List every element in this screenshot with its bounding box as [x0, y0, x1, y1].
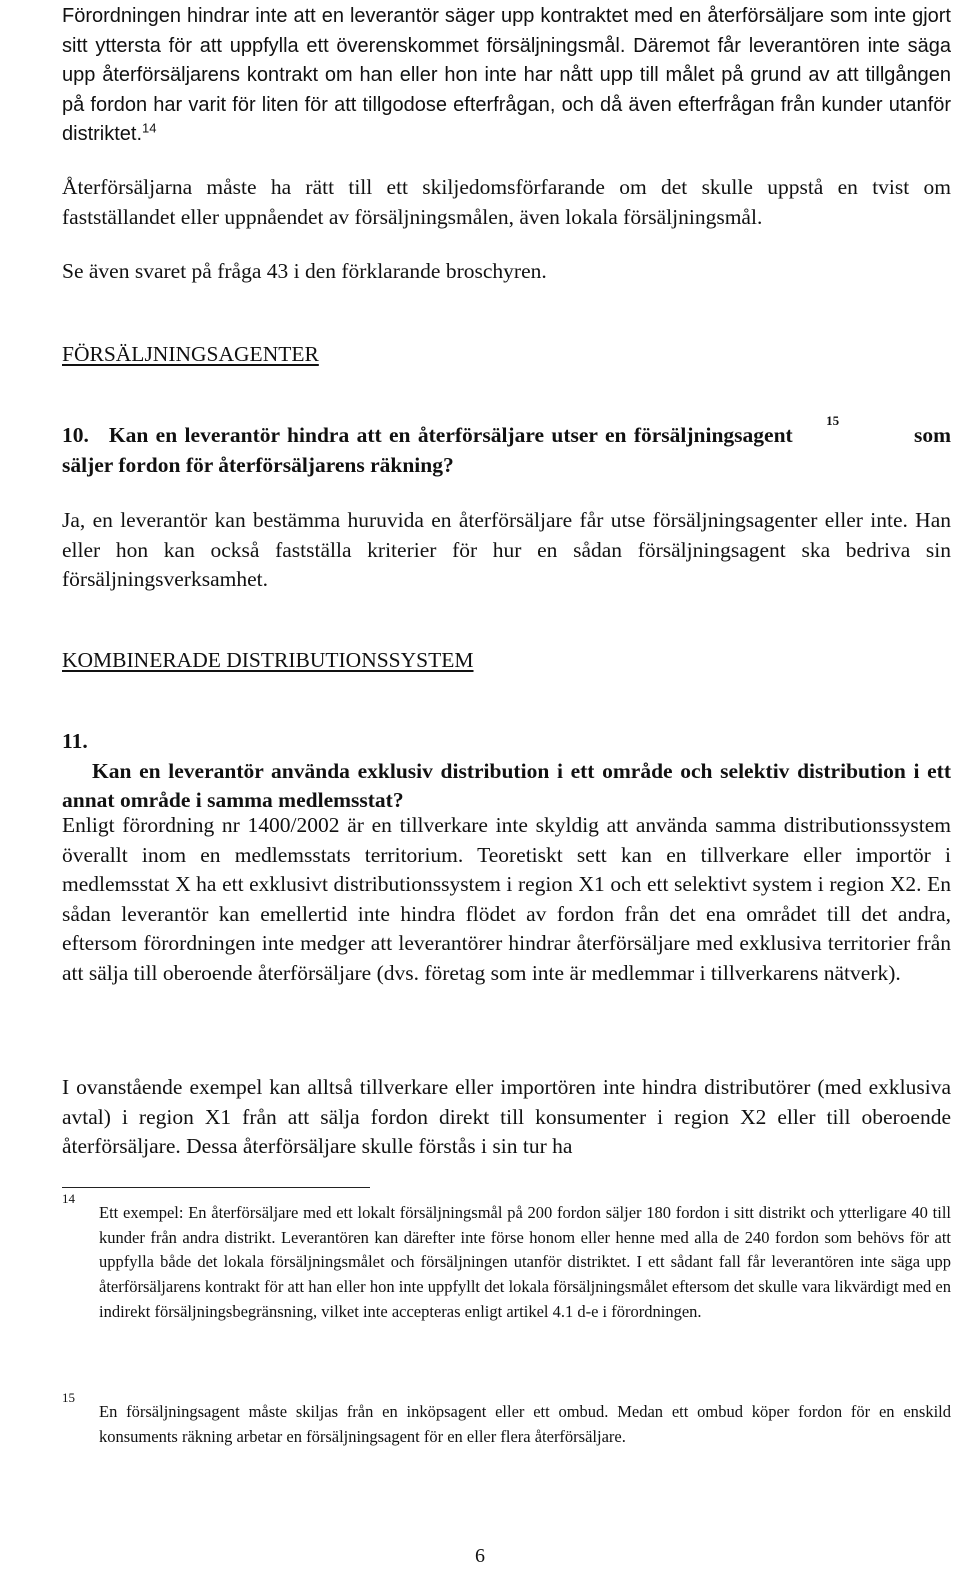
footnote-text: Ett exempel: En återförsäljare med ett lokalt försäljningsmål på 200 fordon säljer 180 fordon i sitt distrikt och ytterligare 40 till kunder från andra distrikt. Leverantören kan därefter inte förse honom eller henne med alla de 240 fordon som behövs för att uppfylla både det lokala försäljningsmålet och försäljningen utanför distriktet. I ett sådant fall får leverantören inte säga upp återförsäljarens kontrakt för att han eller hon inte uppfyllt det lokala försäljningsmålet eftersom det skulle vara likvärdigt med en indirekt försäljningsbegränsning, vilket inte accepteras enligt artikel 4.1 d-e i förordningen.: [99, 1203, 951, 1321]
footnote-number: 14: [62, 1191, 75, 1206]
footnote-15: [62, 1390, 951, 1449]
paragraph-see-also: Se även svaret på fråga 43 i den förklarande broschyren.: [62, 259, 547, 283]
section-heading-combined-distribution: KOMBINERADE DISTRIBUTIONSSYSTEM: [62, 648, 474, 672]
paragraph-arbitration: Återförsäljarna måste ha rätt till ett skiljedomsförfarande om det skulle uppstå en tvist om fastställandet eller uppnåendet av försäljningsmålen, även lokala försäljningsmål.: [62, 175, 951, 229]
footnote-separator: [62, 1187, 370, 1188]
section-heading-sales-agents: FÖRSÄLJNINGSAGENTER: [62, 342, 319, 366]
footnote-ref-14[interactable]: 14: [142, 120, 157, 136]
question-10-number: 10.: [62, 423, 89, 447]
page-number: 6: [475, 1545, 485, 1567]
question-10-som: som: [913, 423, 951, 447]
answer-10: Ja, en leverantör kan bestämma huruvida en återförsäljare får utse försäljningsagenter eller inte. Han eller hon kan också fastställa kriterier för hur en sådan försäljningsagent ska bedriva sin försäljningsverksamhet.: [62, 508, 951, 592]
question-10-line2: säljer fordon för återförsäljarens räkning?: [62, 452, 454, 477]
paragraph-sales-target-termination: Förordningen hindrar inte att en leverantör säger upp kontraktet med en återförsäljare som inte gjort sitt yttersta för att uppfylla ett överenskommet försäljningsmål. Däremot får leverantören inte säga upp återförsäljarens kontrakt om han eller hon inte har nått upp till målet på grund av att tillgången på fordon har varit för liten för att tillgodose efterfrågan, och då även efterfrågan från kunder utanför distriktet.$^{14}$: [62, 5, 951, 146]
question-10-line1: Kan en leverantör hindra att en återförsäljare utser en försäljningsagent 15 som: [109, 421, 951, 451]
footnote-ref-15[interactable]: 15: [826, 413, 840, 428]
question-11: [62, 727, 951, 816]
answer-11-paragraph-1: Enligt förordning nr 1400/2002 är en tillverkare inte skyldig att använda samma distributionssystem överallt inom en medlemsstats territorium. Teoretiskt sett kan en tillverkare eller importör i medlemsstat X ha ett exklusivt distributionssystem i region X1 och ett selektivt system i region X2. En sådan leverantör kan emellertid inte hindra flödet av fordon från det ena området till det andra, eftersom förordningen inte medger att leverantörer hindrar återförsäljare med exklusiva territorier från att sälja till oberoende återförsäljare (dvs. företag som inte är medlemmar i tillverkarens nätverk).: [62, 813, 951, 985]
footnote-number: 15: [62, 1390, 75, 1405]
question-11-text: Kan en leverantör använda exklusiv distribution i ett område och selektiv distribution i ett annat område i samma medlemsstat?: [62, 758, 951, 813]
footnote-14: [62, 1191, 951, 1325]
question-11-number: 11.: [62, 729, 88, 753]
question-10-block: [62, 413, 951, 480]
answer-11-paragraph-2: I ovanstående exempel kan alltså tillverkare eller importören inte hindra distributörer (med exklusiva avtal) i region X1 från att sälja fordon direkt till konsumenter i region X2 eller till oberoende återförsäljare. Dessa återförsäljare skulle förstås i sin tur ha: [62, 1075, 951, 1159]
footnote-text: En försäljningsagent måste skiljas från en inköpsagent eller ett ombud. Medan ett ombud köper fordon för en enskild konsuments räkning arbetar en försäljningsagent för en eller flera återförsäljare.: [99, 1402, 951, 1446]
